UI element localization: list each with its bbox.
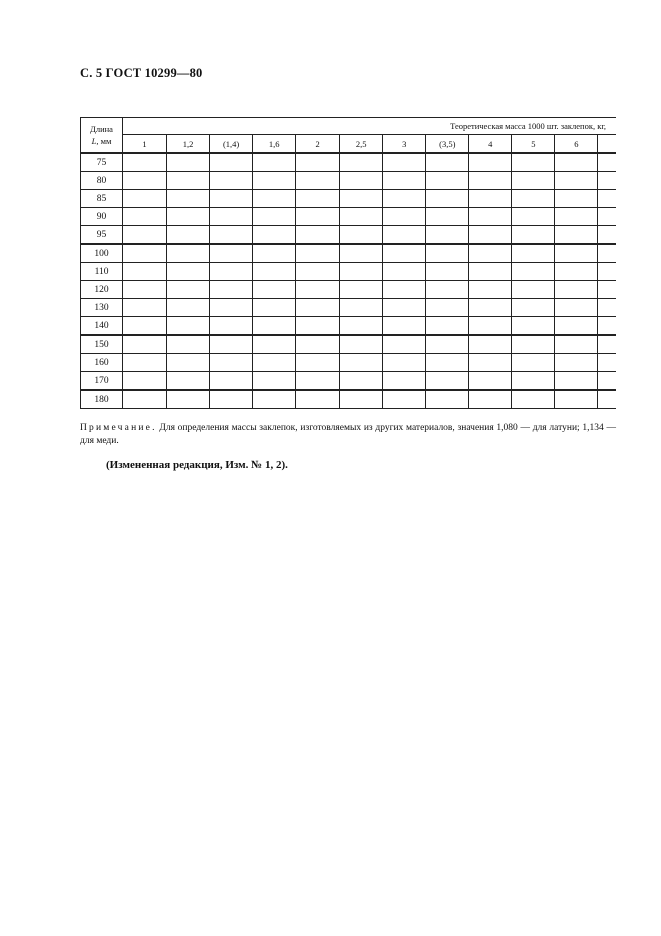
length-cell: 140 <box>81 317 123 336</box>
mass-cell <box>469 244 512 263</box>
mass-cell <box>512 153 555 172</box>
mass-cell <box>512 263 555 281</box>
mass-cell <box>512 244 555 263</box>
mass-cell <box>340 153 383 172</box>
mass-cell <box>296 354 340 372</box>
mass-cell <box>340 335 383 354</box>
mass-cell <box>598 317 616 336</box>
length-cell: 100 <box>81 244 123 263</box>
mass-cell <box>210 226 253 245</box>
mass-cell <box>296 299 340 317</box>
mass-cell <box>253 335 296 354</box>
mass-cell <box>383 354 426 372</box>
table-row <box>81 153 617 172</box>
mass-cell <box>167 244 210 263</box>
mass-cell <box>167 299 210 317</box>
length-cell: 75 <box>81 153 123 172</box>
mass-cell <box>598 263 616 281</box>
diameter-header-cell: 1,6 <box>253 135 296 154</box>
length-cell: 110 <box>81 263 123 281</box>
mass-cell <box>167 390 210 409</box>
length-cell: 150 <box>81 335 123 354</box>
mass-cell <box>210 263 253 281</box>
mass-cell <box>383 299 426 317</box>
diameter-header-cell: 5 <box>512 135 555 154</box>
mass-cell <box>469 354 512 372</box>
mass-cell <box>296 281 340 299</box>
mass-cell <box>167 372 210 391</box>
mass-cell <box>512 390 555 409</box>
mass-cell <box>253 172 296 190</box>
mass-cell <box>383 317 426 336</box>
mass-cell <box>383 172 426 190</box>
mass-cell <box>512 299 555 317</box>
mass-cell <box>383 281 426 299</box>
mass-cell <box>426 244 469 263</box>
mass-cell <box>555 208 598 226</box>
table-row <box>81 354 617 372</box>
mass-cell <box>253 226 296 245</box>
mass-cell <box>598 190 616 208</box>
mass-cell <box>469 226 512 245</box>
mass-column-header: Теоретическая масса 1000 шт. заклепок, кг, <box>123 118 616 135</box>
mass-cell <box>383 190 426 208</box>
mass-cell <box>383 372 426 391</box>
table-row <box>81 390 617 409</box>
mass-cell <box>253 153 296 172</box>
mass-cell <box>123 372 167 391</box>
mass-cell <box>123 208 167 226</box>
mass-cell <box>340 190 383 208</box>
mass-cell <box>555 153 598 172</box>
table-row <box>81 335 617 354</box>
mass-cell <box>253 244 296 263</box>
note-label: Примечание. <box>80 423 157 433</box>
length-column-header <box>81 118 123 154</box>
mass-cell <box>469 281 512 299</box>
mass-cell <box>383 153 426 172</box>
mass-cell <box>296 263 340 281</box>
length-cell: 170 <box>81 372 123 391</box>
mass-cell <box>383 390 426 409</box>
mass-cell <box>340 244 383 263</box>
mass-cell <box>296 390 340 409</box>
table-row <box>81 226 617 245</box>
mass-cell <box>253 390 296 409</box>
mass-cell <box>340 263 383 281</box>
table-row <box>81 190 617 208</box>
mass-cell <box>123 190 167 208</box>
mass-cell <box>123 244 167 263</box>
length-cell: 85 <box>81 190 123 208</box>
mass-cell <box>555 372 598 391</box>
mass-cell <box>340 299 383 317</box>
mass-cell <box>253 299 296 317</box>
mass-cell <box>210 281 253 299</box>
mass-cell <box>210 244 253 263</box>
mass-cell <box>512 335 555 354</box>
mass-cell <box>598 372 616 391</box>
mass-cell <box>296 317 340 336</box>
mass-cell <box>469 263 512 281</box>
mass-cell <box>253 372 296 391</box>
diameter-header-cell: 1,2 <box>167 135 210 154</box>
mass-cell <box>296 153 340 172</box>
mass-cell <box>598 390 616 409</box>
mass-cell <box>253 263 296 281</box>
mass-cell <box>296 190 340 208</box>
diameter-header-cell: 2 <box>296 135 340 154</box>
mass-cell <box>426 208 469 226</box>
mass-cell <box>253 208 296 226</box>
mass-cell <box>469 172 512 190</box>
mass-cell <box>555 335 598 354</box>
mass-cell <box>426 354 469 372</box>
mass-cell <box>469 390 512 409</box>
diameter-header-cell: 1 <box>123 135 167 154</box>
page-header: С. 5 ГОСТ 10299—80 <box>80 66 203 80</box>
mass-cell <box>512 172 555 190</box>
mass-cell <box>598 244 616 263</box>
mass-cell <box>167 208 210 226</box>
mass-cell <box>296 244 340 263</box>
mass-cell <box>555 172 598 190</box>
mass-cell <box>512 372 555 391</box>
mass-cell <box>253 354 296 372</box>
mass-cell <box>383 208 426 226</box>
length-cell: 160 <box>81 354 123 372</box>
mass-cell <box>426 390 469 409</box>
diameter-header-cell: (1,4) <box>210 135 253 154</box>
mass-cell <box>210 335 253 354</box>
diameter-header-row <box>81 135 617 154</box>
mass-cell <box>426 172 469 190</box>
mass-cell <box>167 281 210 299</box>
mass-cell <box>340 208 383 226</box>
mass-cell <box>123 226 167 245</box>
table-note <box>80 422 616 448</box>
mass-cell <box>426 317 469 336</box>
mass-cell <box>469 372 512 391</box>
length-cell: 90 <box>81 208 123 226</box>
mass-cell <box>253 190 296 208</box>
mass-cell <box>598 226 616 245</box>
mass-cell <box>340 281 383 299</box>
mass-cell <box>167 190 210 208</box>
mass-cell <box>340 172 383 190</box>
mass-cell <box>426 263 469 281</box>
mass-cell <box>469 153 512 172</box>
mass-cell <box>426 372 469 391</box>
mass-cell <box>210 153 253 172</box>
mass-cell <box>383 244 426 263</box>
table-row <box>81 372 617 391</box>
mass-cell <box>210 390 253 409</box>
mass-cell <box>426 190 469 208</box>
length-header-word: Длина <box>90 124 113 134</box>
mass-cell <box>340 226 383 245</box>
mass-cell <box>210 317 253 336</box>
length-cell: 130 <box>81 299 123 317</box>
mass-cell <box>512 190 555 208</box>
diameter-header-cell: 3 <box>383 135 426 154</box>
mass-cell <box>469 208 512 226</box>
mass-cell <box>598 354 616 372</box>
mass-cell <box>167 263 210 281</box>
mass-cell <box>512 317 555 336</box>
mass-cell <box>512 354 555 372</box>
length-header-symbol: L <box>91 136 97 146</box>
mass-cell <box>123 354 167 372</box>
mass-cell <box>469 335 512 354</box>
mass-cell <box>210 299 253 317</box>
diameter-header-cell: 2,5 <box>340 135 383 154</box>
mass-cell <box>123 172 167 190</box>
mass-cell <box>210 172 253 190</box>
mass-cell <box>426 226 469 245</box>
mass-cell <box>296 172 340 190</box>
mass-cell <box>210 208 253 226</box>
mass-cell <box>210 354 253 372</box>
mass-cell <box>167 172 210 190</box>
mass-cell <box>383 263 426 281</box>
length-cell: 95 <box>81 226 123 245</box>
mass-cell <box>512 208 555 226</box>
mass-cell <box>469 190 512 208</box>
mass-cell <box>512 226 555 245</box>
mass-cell <box>253 281 296 299</box>
table-row <box>81 317 617 336</box>
mass-cell <box>167 335 210 354</box>
mass-cell <box>167 153 210 172</box>
note-text: Для определения массы заклепок, изготовляемых из других материалов, значения 1,080 — для латуни; 1,134 — для меди. <box>80 423 616 446</box>
diameter-header-cell <box>598 135 616 154</box>
mass-cell <box>598 335 616 354</box>
mass-cell <box>469 299 512 317</box>
mass-cell <box>340 317 383 336</box>
mass-cell <box>555 190 598 208</box>
table-body <box>81 153 617 409</box>
table-row <box>81 172 617 190</box>
mass-cell <box>296 208 340 226</box>
mass-cell <box>555 226 598 245</box>
mass-cell <box>123 281 167 299</box>
mass-cell <box>598 172 616 190</box>
mass-cell <box>512 281 555 299</box>
mass-cell <box>167 354 210 372</box>
diameter-header-cell: 4 <box>469 135 512 154</box>
mass-cell <box>210 372 253 391</box>
mass-cell <box>296 335 340 354</box>
mass-table <box>80 117 616 409</box>
mass-cell <box>210 190 253 208</box>
mass-cell <box>383 226 426 245</box>
mass-cell <box>253 317 296 336</box>
mass-cell <box>123 153 167 172</box>
mass-cell <box>167 317 210 336</box>
mass-cell <box>167 226 210 245</box>
mass-cell <box>555 263 598 281</box>
mass-cell <box>598 281 616 299</box>
edit-note: (Измененная редакция, Изм. № 1, 2). <box>106 459 288 471</box>
mass-cell <box>123 335 167 354</box>
mass-cell <box>555 317 598 336</box>
mass-cell <box>383 335 426 354</box>
table-row <box>81 208 617 226</box>
mass-cell <box>469 317 512 336</box>
mass-cell <box>555 390 598 409</box>
mass-cell <box>555 281 598 299</box>
mass-cell <box>426 281 469 299</box>
diameter-header-cell: 6 <box>555 135 598 154</box>
mass-cell <box>340 390 383 409</box>
length-header-unit: , мм <box>96 136 112 146</box>
mass-cell <box>123 263 167 281</box>
mass-cell <box>296 226 340 245</box>
length-cell: 80 <box>81 172 123 190</box>
mass-cell <box>598 299 616 317</box>
mass-cell <box>598 208 616 226</box>
table-row <box>81 281 617 299</box>
mass-cell <box>123 299 167 317</box>
mass-cell <box>555 299 598 317</box>
mass-cell <box>426 299 469 317</box>
length-cell: 120 <box>81 281 123 299</box>
mass-cell <box>598 153 616 172</box>
table-row <box>81 244 617 263</box>
length-cell: 180 <box>81 390 123 409</box>
diameter-header-cell: (3,5) <box>426 135 469 154</box>
mass-cell <box>296 372 340 391</box>
table-row <box>81 299 617 317</box>
mass-cell <box>123 390 167 409</box>
mass-cell <box>426 335 469 354</box>
mass-cell <box>426 153 469 172</box>
mass-cell <box>555 244 598 263</box>
mass-cell <box>123 317 167 336</box>
mass-cell <box>555 354 598 372</box>
mass-cell <box>340 372 383 391</box>
mass-cell <box>340 354 383 372</box>
table-row <box>81 263 617 281</box>
